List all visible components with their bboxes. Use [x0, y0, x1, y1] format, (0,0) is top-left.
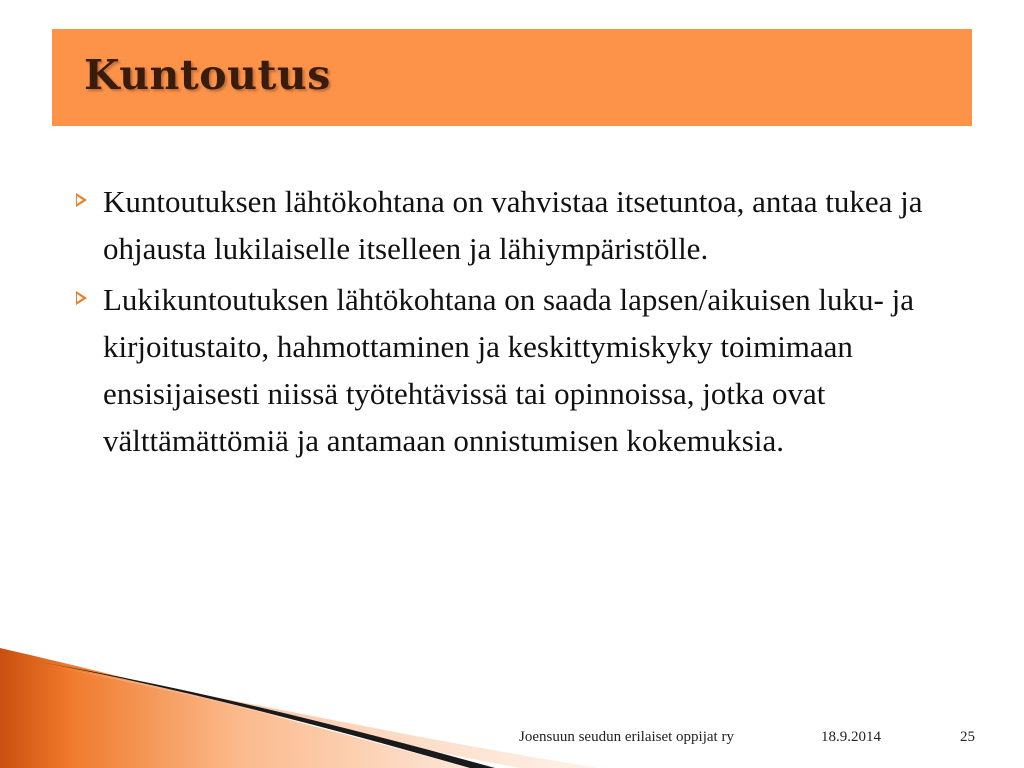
bullet-item — [72, 276, 972, 464]
bullet-text: Lukikuntoutuksen lähtökohtana on saada lapsen/aikuisen luku- ja kirjoitustaito, hahmottaminen ja keskittymiskyky toimimaan ensisijaisesti niissä työtehtävissä tai opinnoissa, jotka ovat välttämättömiä ja antamaan onnistumisen kokemuksia. — [103, 282, 914, 458]
bullet-item — [72, 178, 972, 272]
bullet-text: Kuntoutuksen lähtökohtana on vahvistaa itsetuntoa, antaa tukea ja ohjausta lukilaiselle itselleen ja lähiympäristölle. — [103, 184, 923, 266]
slide-title: Kuntoutus — [84, 51, 331, 99]
decorative-swoosh — [0, 640, 1024, 768]
bullet-list — [72, 178, 972, 468]
footer-date: 18.9.2014 — [821, 729, 881, 745]
arrow-bullet-icon — [76, 193, 87, 207]
footer-page-number: 25 — [960, 729, 975, 745]
footer-organization: Joensuun seudun erilaiset oppijat ry — [519, 729, 734, 745]
title-bar — [52, 29, 972, 126]
arrow-bullet-icon — [76, 291, 87, 305]
